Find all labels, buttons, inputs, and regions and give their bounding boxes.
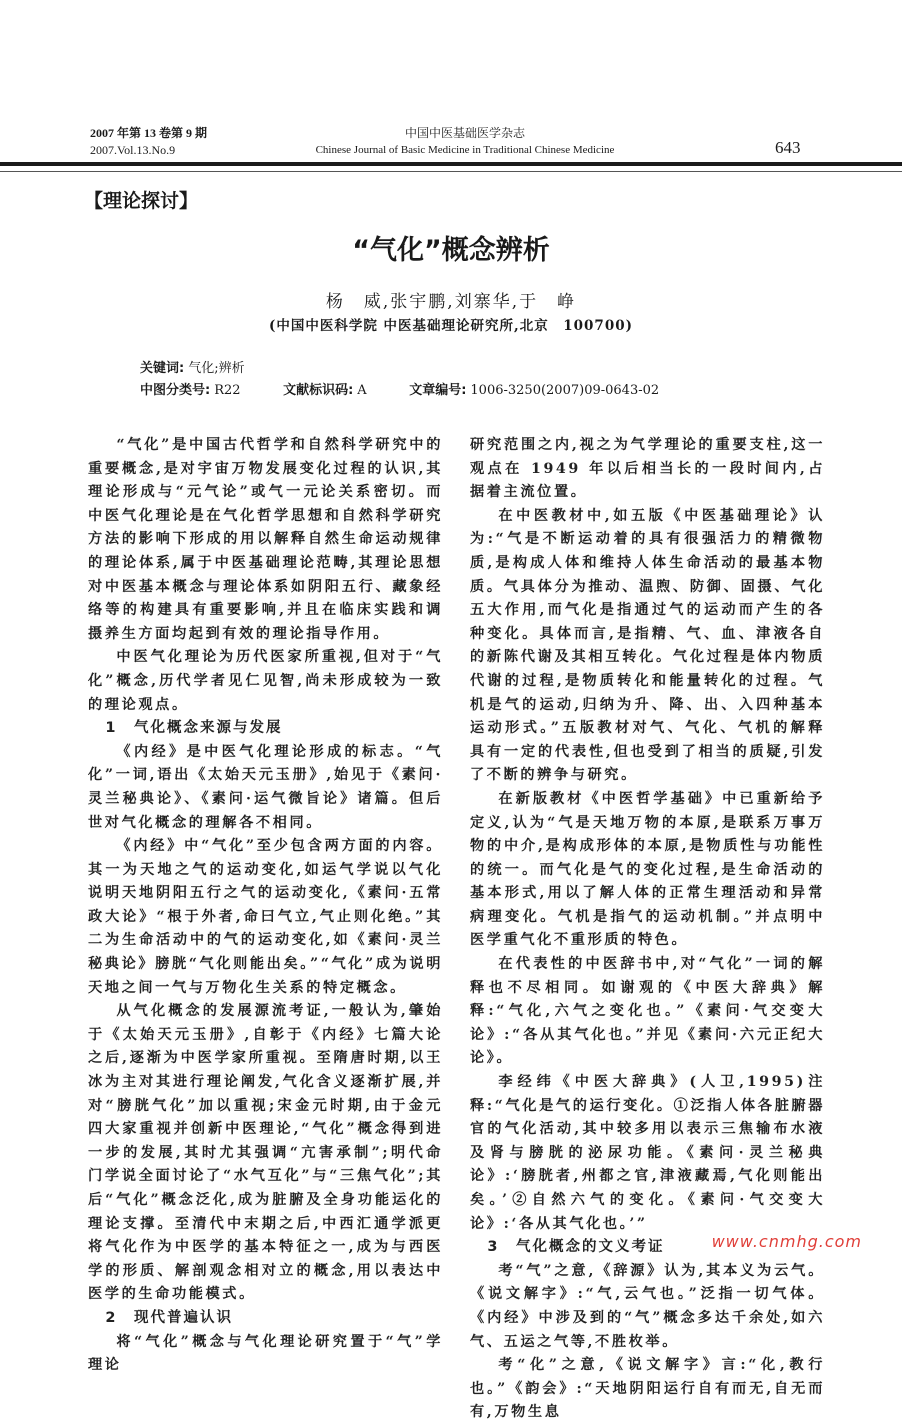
authors: 杨 威,张宇鹏,刘寨华,于 峥 <box>325 292 577 312</box>
article-no-label: 文章编号: <box>409 383 467 398</box>
keywords-label: 关键词: <box>140 361 185 376</box>
paragraph: 将“气化”概念与气化理论研究置于“气”学理论 <box>88 1333 443 1374</box>
paragraph: 李经纬《中医大辞典》(人卫,1995)注释:“气化是气的运行变化。①泛指人体各脏腑器官的气化活动,其中较多用以表示三焦输布水液及肾与膀胱的泌尿功能。《素问·灵兰秘典论》:‘膀胱者,州都之官,津液藏焉,气化则能出矣。’②自然六气的变化。《素问·气交变大论》:‘各从其气化也。’” <box>470 1074 825 1232</box>
clc-label: 中图分类号: <box>140 383 211 398</box>
paragraph: “气化”是中国古代哲学和自然科学研究中的重要概念,是对宇宙万物发展变化过程的认识,其理论形成与“元气论”或气一元论关系密切。而中医气化理论是在气化哲学思想和自然科学研究方法的影响下形成的用以解释自然生命运动规律的理论体系,属于中医基础理论范畴,其理论思想对中医基本概念与理论体系如阴阳五行、藏象经络等的构建具有重要影响,并且在临床实践和调摄养生方面均起到有效的理论指导作用。 <box>88 437 443 642</box>
issue-en: 2007.Vol.13.No.9 <box>90 143 176 157</box>
page-title: “气化”概念辨析 <box>352 235 550 266</box>
journal-en: Chinese Journal of Basic Medicine in Traditional Chinese Medicine <box>315 144 615 156</box>
header-rule <box>0 162 902 166</box>
section-tag: 【理论探讨】 <box>84 190 199 212</box>
doc-code-label: 文献标识码: <box>283 383 354 398</box>
page-number: 643 <box>775 138 801 157</box>
body-column-right <box>470 434 825 1425</box>
keywords-line <box>140 357 283 376</box>
article-no: 1006-3250(2007)09-0643-02 <box>470 383 660 398</box>
doc-code: A <box>357 383 367 398</box>
issue-cn: 2007 年第 13 卷第 9 期 <box>90 126 208 140</box>
keywords: 气化;辨析 <box>188 361 245 376</box>
paragraph: 考“化”之意,《说文解字》言:“化,教行也。”《韵会》:“天地阴阳运行自有而无,自无而有,万物生息 <box>470 1357 825 1421</box>
section-heading: 2 现代普遍认识 <box>105 1309 233 1326</box>
body-column-left <box>88 434 443 1378</box>
paragraph: 从气化概念的发展源流考证,一般认为,肇始于《太始天元玉册》,自彰于《内经》七篇大论之后,逐渐为中医学家所重视。至隋唐时期,以王冰为主对其进行理论阐发,气化含义逐渐扩展,并对“膀胱气化”加以重视;宋金元时期,由于金元四大家重视并创新中医理论,“气化”概念得到进一步的发展,其时尤其强调“亢害承制”;明代命门学说全面讨论了“水气互化”与“三焦气化”;其后“气化”概念泛化,成为脏腑及全身功能运化的理论支撑。至清代中末期之后,中西汇通学派更将气化作为中医学的基本特征之一,成为与西医学的形质、解剖观念相对立的概念,用以表达中医学的生命功能模式。 <box>88 1003 443 1303</box>
paragraph: 在中医教材中,如五版《中医基础理论》认为:“气是不断运动着的具有很强活力的精微物质,是构成人体和维持人体生命活动的最基本物质。气具体分为推动、温煦、防御、固摄、气化五大作用,而气化是指通过气的运动而产生的各种变化。具体而言,是指精、气、血、津液各自的新陈代谢及其相互转化。气化过程是体内物质代谢的过程,是物质转化和能量转化的过程。气机是气的运动,归纳为升、降、出、入四种基本运动形式。”五版教材对气、气化、气机的解释具有一定的代表性,但也受到了相当的质疑,引发了不断的辨争与研究。 <box>470 507 825 784</box>
clc: R22 <box>214 383 241 398</box>
paragraph: 研究范围之内,视之为气学理论的重要支柱,这一观点在 1949 年以后相当长的一段时间内,占据着主流位置。 <box>470 437 825 501</box>
affiliation: (中国中医科学院 中医基础理论研究所,北京 100700) <box>268 318 634 334</box>
watermark: www.cnmhg.com <box>711 1232 862 1251</box>
classification-line <box>140 379 697 398</box>
paragraph: 中医气化理论为历代医家所重视,但对于“气化”概念,历代学者见仁见智,尚未形成较为一致的理论观点。 <box>88 649 443 713</box>
header-rule-thin <box>0 171 902 172</box>
paragraph: 《内经》是中医气化理论形成的标志。“气化”一词,语出《太始天元玉册》,始见于《素问·灵兰秘典论》、《素问·运气微旨论》诸篇。但后世对气化概念的理解各不相同。 <box>88 743 443 831</box>
paragraph: 在新版教材《中医哲学基础》中已重新给予定义,认为“气是天地万物的本原,是联系万事万物的中介,是构成形体的本原,是物质性与功能性的统一。而气化是气的变化过程,是生命活动的基本形式,用以了解人体的正常生理活动和异常病理变化。气机是指气的运动机制。”并点明中医学重气化不重形质的特色。 <box>470 790 825 949</box>
section-heading: 1 气化概念来源与发展 <box>105 720 283 737</box>
paragraph: 在代表性的中医辞书中,对“气化”一词的解释也不尽相同。如谢观的《中医大辞典》解释:“气化,六气之变化也。”《素问·气交变大论》:“各从其气化也。”并见《素问·六元正纪大论》。 <box>470 956 825 1067</box>
journal-cn: 中国中医基础医学杂志 <box>404 126 525 140</box>
paragraph: 《内经》中“气化”至少包含两方面的内容。其一为天地之气的运动变化,如运气学说以气化说明天地阴阳五行之气的运动变化,《素问·五常政大论》“根于外者,命曰气立,气止则化绝。”其二为生命活动中的气的运动变化,如《素问·灵兰秘典论》膀胱“气化则能出矣。”“气化”成为说明天地之间一气与万物化生关系的特定概念。 <box>88 838 443 996</box>
paragraph: 考“气”之意,《辞源》认为,其本义为云气。《说文解字》:“气,云气也。”泛指一切气体。《内经》中涉及到的“气”概念多达千余处,如六气、五运之气等,不胜枚举。 <box>470 1262 825 1350</box>
section-heading: 3 气化概念的文义考证 <box>487 1239 665 1256</box>
